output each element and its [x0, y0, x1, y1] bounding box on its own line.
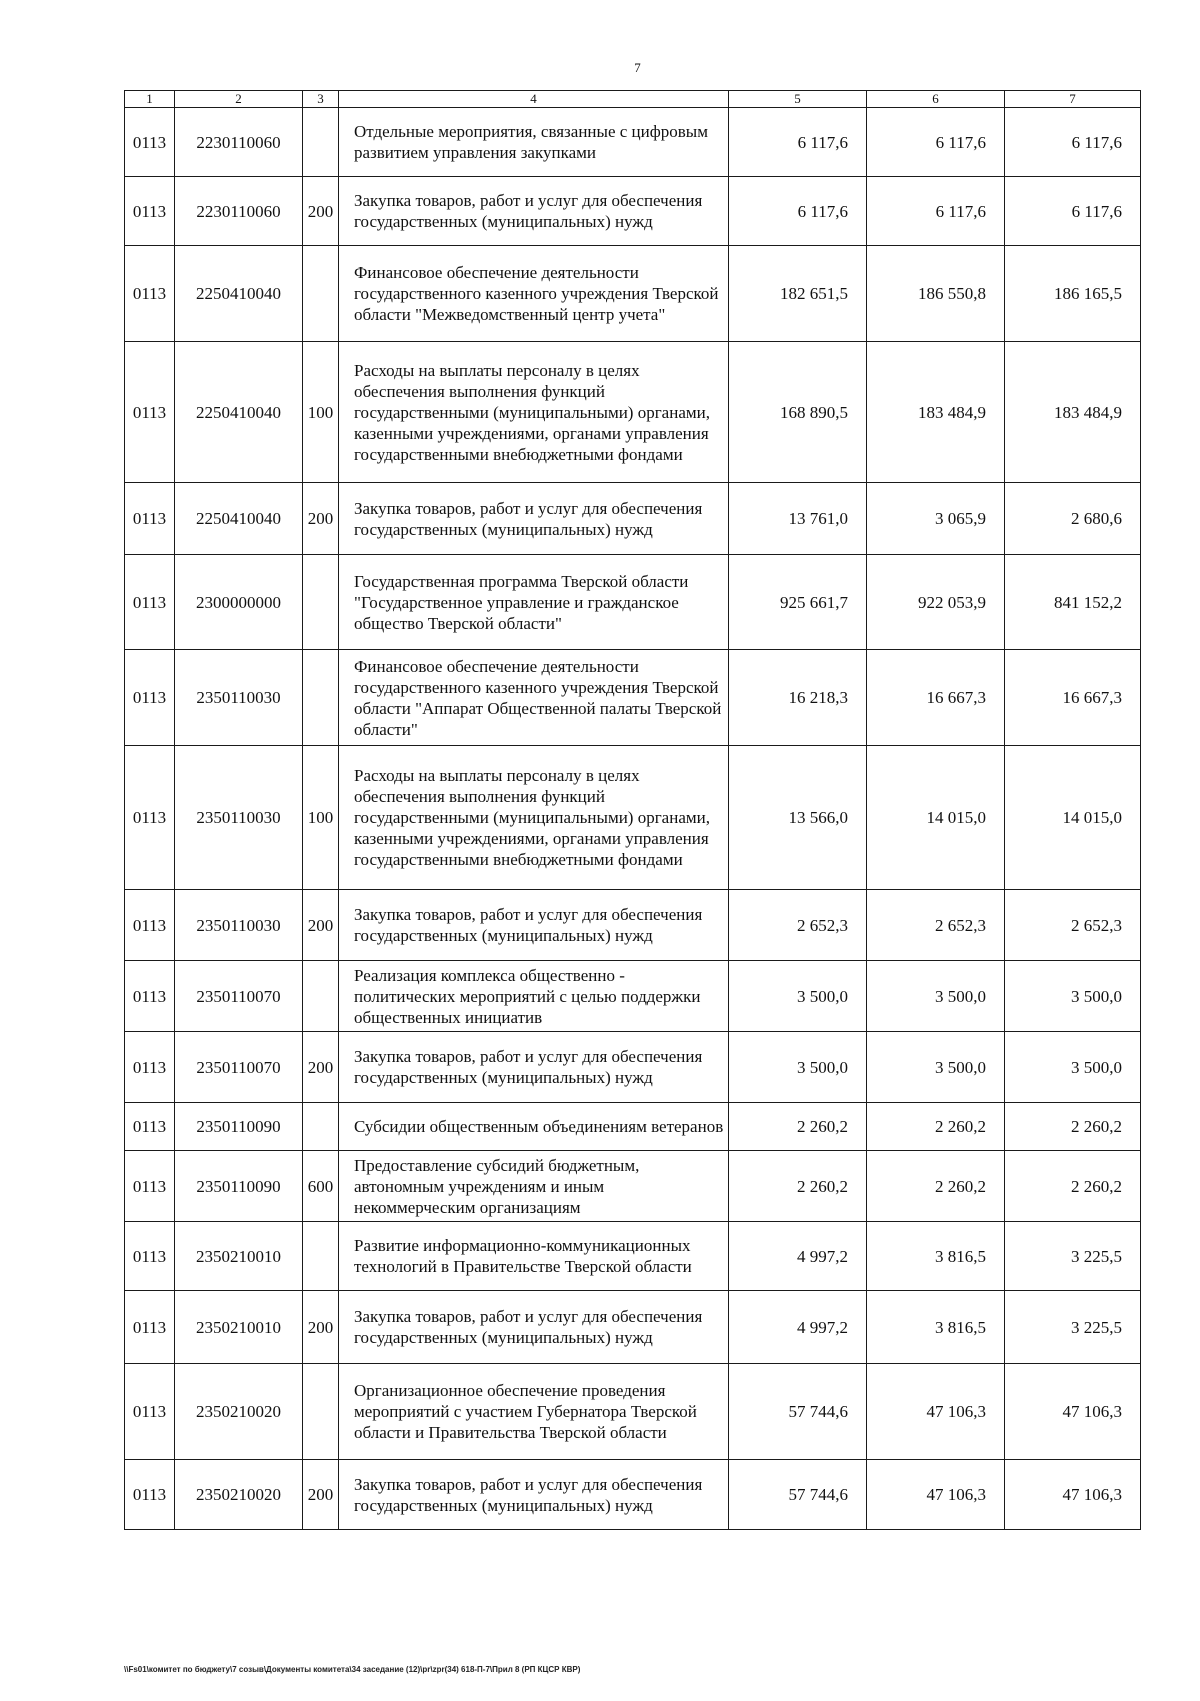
item-name: Закупка товаров, работ и услуг для обеспечения государственных (муниципальных) нужд	[339, 1032, 729, 1103]
amount-col-5: 3 500,0	[729, 961, 867, 1032]
item-name: Закупка товаров, работ и услуг для обеспечения государственных (муниципальных) нужд	[339, 1291, 729, 1364]
item-name: Субсидии общественным объединениям ветеранов	[339, 1103, 729, 1151]
item-name: Закупка товаров, работ и услуг для обеспечения государственных (муниципальных) нужд	[339, 177, 729, 246]
target-article-code: 2350210020	[175, 1460, 303, 1530]
amount-col-5: 6 117,6	[729, 108, 867, 177]
section-code: 0113	[125, 342, 175, 483]
amount-col-5: 57 744,6	[729, 1364, 867, 1460]
amount-col-6: 16 667,3	[867, 650, 1005, 746]
column-header: 6	[867, 91, 1005, 108]
expense-type-code: 100	[303, 342, 339, 483]
item-name: Закупка товаров, работ и услуг для обеспечения государственных (муниципальных) нужд	[339, 890, 729, 961]
column-header: 7	[1005, 91, 1141, 108]
amount-col-6: 14 015,0	[867, 746, 1005, 890]
table-row	[125, 1460, 1141, 1530]
table-row	[125, 342, 1141, 483]
target-article-code: 2350210010	[175, 1291, 303, 1364]
amount-col-7: 14 015,0	[1005, 746, 1141, 890]
target-article-code: 2300000000	[175, 555, 303, 650]
amount-col-5: 13 761,0	[729, 483, 867, 555]
item-name: Расходы на выплаты персоналу в целях обеспечения выполнения функций государственными (муниципальными) органами, казенными учреждениями, органами управления государственными внебюджетными фондами	[339, 342, 729, 483]
item-name: Финансовое обеспечение деятельности государственного казенного учреждения Тверской области "Межведомственный центр учета"	[339, 246, 729, 342]
amount-col-5: 6 117,6	[729, 177, 867, 246]
expense-type-code: 200	[303, 483, 339, 555]
target-article-code: 2250410040	[175, 342, 303, 483]
amount-col-5: 2 260,2	[729, 1151, 867, 1222]
amount-col-7: 2 260,2	[1005, 1103, 1141, 1151]
amount-col-6: 6 117,6	[867, 108, 1005, 177]
amount-col-5: 925 661,7	[729, 555, 867, 650]
section-code: 0113	[125, 1460, 175, 1530]
item-name: Расходы на выплаты персоналу в целях обеспечения выполнения функций государственными (муниципальными) органами, казенными учреждениями, органами управления государственными внебюджетными фондами	[339, 746, 729, 890]
budget-table	[124, 90, 1141, 1530]
amount-col-5: 3 500,0	[729, 1032, 867, 1103]
amount-col-5: 4 997,2	[729, 1222, 867, 1291]
target-article-code: 2250410040	[175, 246, 303, 342]
expense-type-code	[303, 1222, 339, 1291]
section-code: 0113	[125, 650, 175, 746]
amount-col-7: 841 152,2	[1005, 555, 1141, 650]
table-row	[125, 555, 1141, 650]
amount-col-7: 47 106,3	[1005, 1364, 1141, 1460]
table-row	[125, 1032, 1141, 1103]
amount-col-7: 2 260,2	[1005, 1151, 1141, 1222]
table-row	[125, 961, 1141, 1032]
amount-col-7: 16 667,3	[1005, 650, 1141, 746]
target-article-code: 2350210010	[175, 1222, 303, 1291]
amount-col-7: 6 117,6	[1005, 108, 1141, 177]
expense-type-code: 100	[303, 746, 339, 890]
amount-col-7: 2 652,3	[1005, 890, 1141, 961]
item-name: Реализация комплекса общественно - политических мероприятий с целью поддержки общественных инициатив	[339, 961, 729, 1032]
column-header: 5	[729, 91, 867, 108]
amount-col-6: 922 053,9	[867, 555, 1005, 650]
item-name: Закупка товаров, работ и услуг для обеспечения государственных (муниципальных) нужд	[339, 483, 729, 555]
amount-col-6: 186 550,8	[867, 246, 1005, 342]
expense-type-code: 200	[303, 1032, 339, 1103]
expense-type-code	[303, 1364, 339, 1460]
table-row	[125, 1222, 1141, 1291]
target-article-code: 2350110070	[175, 1032, 303, 1103]
expense-type-code: 200	[303, 1460, 339, 1530]
target-article-code: 2230110060	[175, 108, 303, 177]
section-code: 0113	[125, 1291, 175, 1364]
section-code: 0113	[125, 246, 175, 342]
amount-col-7: 47 106,3	[1005, 1460, 1141, 1530]
expense-type-code	[303, 1103, 339, 1151]
item-name: Развитие информационно-коммуникационных технологий в Правительстве Тверской области	[339, 1222, 729, 1291]
expense-type-code	[303, 108, 339, 177]
amount-col-6: 3 816,5	[867, 1291, 1005, 1364]
table-row	[125, 890, 1141, 961]
amount-col-6: 3 500,0	[867, 961, 1005, 1032]
page-number: 7	[634, 60, 641, 75]
target-article-code: 2350110030	[175, 890, 303, 961]
table-row	[125, 1103, 1141, 1151]
expense-type-code: 200	[303, 1291, 339, 1364]
section-code: 0113	[125, 961, 175, 1032]
item-name: Отдельные мероприятия, связанные с цифровым развитием управления закупками	[339, 108, 729, 177]
amount-col-6: 3 500,0	[867, 1032, 1005, 1103]
target-article-code: 2350210020	[175, 1364, 303, 1460]
target-article-code: 2350110090	[175, 1103, 303, 1151]
section-code: 0113	[125, 746, 175, 890]
item-name: Финансовое обеспечение деятельности государственного казенного учреждения Тверской области "Аппарат Общественной палаты Тверской области"	[339, 650, 729, 746]
expense-type-code	[303, 555, 339, 650]
item-name: Организационное обеспечение проведения мероприятий с участием Губернатора Тверской области и Правительства Тверской области	[339, 1364, 729, 1460]
amount-col-6: 3 065,9	[867, 483, 1005, 555]
amount-col-5: 2 260,2	[729, 1103, 867, 1151]
section-code: 0113	[125, 1151, 175, 1222]
section-code: 0113	[125, 108, 175, 177]
item-name: Предоставление субсидий бюджетным, автономным учреждениям и иным некоммерческим организациям	[339, 1151, 729, 1222]
expense-type-code	[303, 650, 339, 746]
amount-col-5: 4 997,2	[729, 1291, 867, 1364]
target-article-code: 2350110030	[175, 746, 303, 890]
amount-col-6: 183 484,9	[867, 342, 1005, 483]
section-code: 0113	[125, 177, 175, 246]
amount-col-6: 2 260,2	[867, 1151, 1005, 1222]
expense-type-code: 600	[303, 1151, 339, 1222]
amount-col-5: 16 218,3	[729, 650, 867, 746]
amount-col-6: 2 652,3	[867, 890, 1005, 961]
section-code: 0113	[125, 1103, 175, 1151]
amount-col-6: 3 816,5	[867, 1222, 1005, 1291]
table-row	[125, 483, 1141, 555]
amount-col-5: 57 744,6	[729, 1460, 867, 1530]
table-header-row	[125, 91, 1141, 108]
target-article-code: 2250410040	[175, 483, 303, 555]
target-article-code: 2350110070	[175, 961, 303, 1032]
amount-col-7: 6 117,6	[1005, 177, 1141, 246]
amount-col-5: 2 652,3	[729, 890, 867, 961]
section-code: 0113	[125, 1364, 175, 1460]
table-row	[125, 1291, 1141, 1364]
amount-col-7: 2 680,6	[1005, 483, 1141, 555]
table-row	[125, 246, 1141, 342]
section-code: 0113	[125, 555, 175, 650]
amount-col-7: 3 225,5	[1005, 1222, 1141, 1291]
amount-col-7: 3 225,5	[1005, 1291, 1141, 1364]
section-code: 0113	[125, 1032, 175, 1103]
amount-col-5: 13 566,0	[729, 746, 867, 890]
column-header: 4	[339, 91, 729, 108]
table-row	[125, 177, 1141, 246]
expense-type-code: 200	[303, 177, 339, 246]
amount-col-6: 6 117,6	[867, 177, 1005, 246]
expense-type-code	[303, 246, 339, 342]
section-code: 0113	[125, 483, 175, 555]
column-header: 3	[303, 91, 339, 108]
table-row	[125, 650, 1141, 746]
target-article-code: 2350110090	[175, 1151, 303, 1222]
amount-col-7: 3 500,0	[1005, 961, 1141, 1032]
column-header: 1	[125, 91, 175, 108]
file-path-footer: \\Fs01\комитет по бюджету\7 созыв\Документы комитета\34 заседание (12)\pr\zpr(34) 618-П-7\Прил 8 (РП КЦСР КВР)	[124, 1665, 581, 1674]
table-row	[125, 746, 1141, 890]
expense-type-code: 200	[303, 890, 339, 961]
table-row	[125, 108, 1141, 177]
item-name: Закупка товаров, работ и услуг для обеспечения государственных (муниципальных) нужд	[339, 1460, 729, 1530]
item-name: Государственная программа Тверской области "Государственное управление и гражданское общество Тверской области"	[339, 555, 729, 650]
target-article-code: 2230110060	[175, 177, 303, 246]
amount-col-5: 182 651,5	[729, 246, 867, 342]
amount-col-6: 47 106,3	[867, 1364, 1005, 1460]
section-code: 0113	[125, 1222, 175, 1291]
target-article-code: 2350110030	[175, 650, 303, 746]
amount-col-5: 168 890,5	[729, 342, 867, 483]
table-row	[125, 1151, 1141, 1222]
table-row	[125, 1364, 1141, 1460]
amount-col-6: 2 260,2	[867, 1103, 1005, 1151]
amount-col-7: 186 165,5	[1005, 246, 1141, 342]
amount-col-7: 3 500,0	[1005, 1032, 1141, 1103]
amount-col-7: 183 484,9	[1005, 342, 1141, 483]
section-code: 0113	[125, 890, 175, 961]
expense-type-code	[303, 961, 339, 1032]
column-header: 2	[175, 91, 303, 108]
amount-col-6: 47 106,3	[867, 1460, 1005, 1530]
